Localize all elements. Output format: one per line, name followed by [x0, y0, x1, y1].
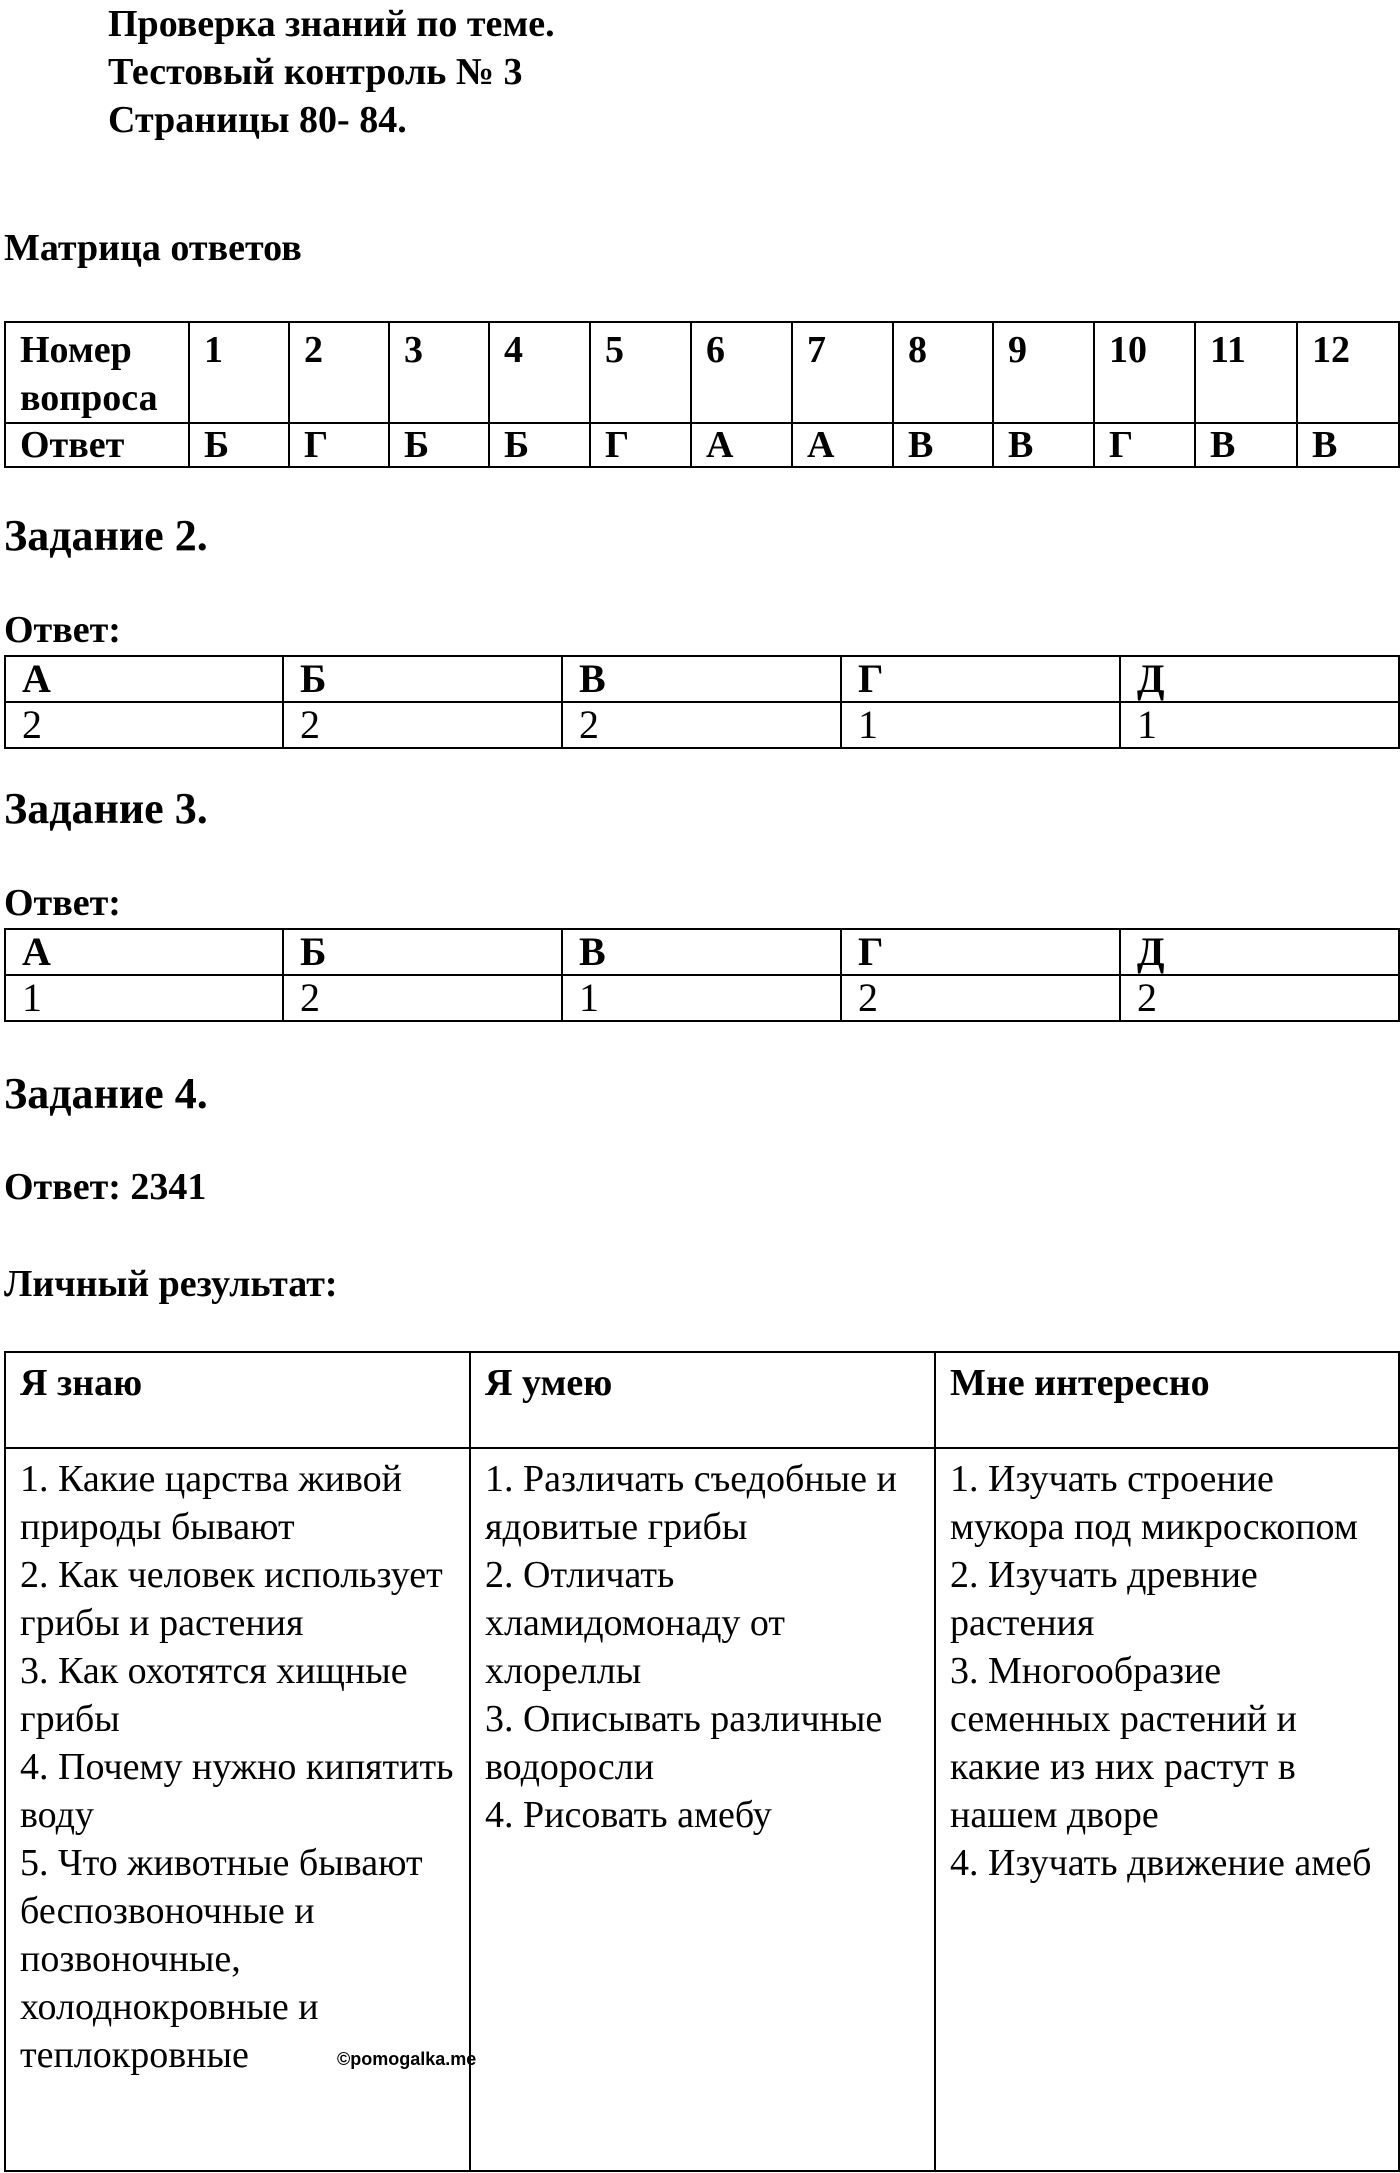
- task2-header-cell: Д: [1120, 656, 1399, 702]
- col-interest-cell: [935, 1448, 1399, 2171]
- matrix-cell: Г: [1094, 423, 1195, 467]
- task3-value-cell: 2: [841, 975, 1120, 1021]
- matrix-cell: 7: [792, 322, 893, 423]
- task2-value-cell: 2: [562, 702, 841, 748]
- list-item: 2. Отличать хламидомонаду от хлореллы: [485, 1554, 786, 1692]
- list-item: 4. Почему нужно кипятить воду: [20, 1746, 454, 1836]
- matrix-cell: 8: [893, 322, 993, 423]
- matrix-cell: Б: [489, 423, 590, 467]
- watermark: ©pomogalka.me: [337, 2049, 477, 2069]
- task2-value-cell: 2: [5, 702, 283, 748]
- task3-header-cell: Г: [841, 929, 1120, 975]
- matrix-cell: В: [1195, 423, 1297, 467]
- matrix-cell: А: [792, 423, 893, 467]
- task2-title: Задание 2.: [4, 511, 208, 560]
- task2-header-row: [5, 656, 1399, 702]
- task3-value-row: [5, 975, 1399, 1021]
- task3-value-cell: 1: [562, 975, 841, 1021]
- header-line-1: Проверка знаний по теме.: [108, 3, 555, 45]
- matrix-cell: 5: [590, 322, 691, 423]
- matrix-cell: 12: [1297, 322, 1399, 423]
- header-line-2: Тестовый контроль № 3: [108, 51, 523, 93]
- matrix-cell: А: [691, 423, 792, 467]
- task2-value-row: [5, 702, 1399, 748]
- matrix-cell: В: [1297, 423, 1399, 467]
- list-item: 1. Различать съедобные и ядовитые грибы: [485, 1458, 897, 1548]
- matrix-row-numbers: [5, 322, 1399, 423]
- list-item: 3. Как охотятся хищные грибы: [20, 1650, 408, 1740]
- list-item: 5. Что животные бывают беспозвоночные и позвоночные, холоднокровные и теплокровные: [20, 1842, 423, 2076]
- task2-header-cell: Г: [841, 656, 1120, 702]
- task2-value-cell: 1: [1120, 702, 1399, 748]
- col-know-header: Я знаю: [5, 1352, 470, 1448]
- task3-header-cell: А: [5, 929, 283, 975]
- matrix-cell: В: [993, 423, 1094, 467]
- task3-title: Задание 3.: [4, 784, 208, 833]
- task2-header-cell: А: [5, 656, 283, 702]
- personal-header-row: [5, 1352, 1399, 1448]
- matrix-cell: В: [893, 423, 993, 467]
- task4-answer: Ответ: 2341: [4, 1166, 207, 1208]
- task3-answer-label: Ответ:: [4, 882, 121, 924]
- personal-result-table: [4, 1351, 1400, 2172]
- matrix-cell: 3: [389, 322, 489, 423]
- task3-value-cell: 2: [283, 975, 562, 1021]
- matrix-cell: Г: [590, 423, 691, 467]
- personal-body-row: [5, 1448, 1399, 2171]
- matrix-cell: 9: [993, 322, 1094, 423]
- task4-title: Задание 4.: [4, 1069, 208, 1118]
- list-item: 2. Изучать древние растения: [950, 1554, 1258, 1644]
- task3-value-cell: 1: [5, 975, 283, 1021]
- task2-value-cell: 2: [283, 702, 562, 748]
- document-header: [108, 0, 555, 144]
- matrix-row-label: Ответ: [5, 423, 189, 467]
- task2-table: [4, 655, 1400, 749]
- matrix-title: Матрица ответов: [4, 227, 302, 269]
- answer-matrix-table: [4, 321, 1400, 468]
- matrix-cell: Б: [189, 423, 289, 467]
- task2-header-cell: В: [562, 656, 841, 702]
- task3-header-cell: В: [562, 929, 841, 975]
- matrix-cell: Б: [389, 423, 489, 467]
- matrix-cell: 4: [489, 322, 590, 423]
- task3-header-cell: Б: [283, 929, 562, 975]
- list-item: 1. Какие царства живой природы бывают: [20, 1458, 402, 1548]
- task3-header-row: [5, 929, 1399, 975]
- list-item: 1. Изучать строение мукора под микроскопом: [950, 1458, 1358, 1548]
- task3-table: [4, 928, 1400, 1022]
- col-interest-header: Мне интересно: [935, 1352, 1399, 1448]
- task2-answer-label: Ответ:: [4, 609, 121, 651]
- task2-header-cell: Б: [283, 656, 562, 702]
- matrix-cell: 10: [1094, 322, 1195, 423]
- matrix-row-answers: [5, 423, 1399, 467]
- header-line-3: Страницы 80- 84.: [108, 99, 407, 141]
- list-item: 4. Рисовать амебу: [485, 1794, 772, 1836]
- matrix-cell: Г: [289, 423, 389, 467]
- col-can-cell: [470, 1448, 935, 2171]
- col-can-header: Я умею: [470, 1352, 935, 1448]
- matrix-cell: 2: [289, 322, 389, 423]
- matrix-cell: 1: [189, 322, 289, 423]
- matrix-cell: 11: [1195, 322, 1297, 423]
- list-item: 3. Описывать различные водоросли: [485, 1698, 883, 1788]
- matrix-cell: 6: [691, 322, 792, 423]
- personal-title: Личный результат:: [4, 1263, 338, 1305]
- matrix-row-label: Номер вопроса: [5, 322, 189, 423]
- task2-value-cell: 1: [841, 702, 1120, 748]
- list-item: 2. Как человек использует грибы и растения: [20, 1554, 443, 1644]
- list-item: 3. Многообразие семенных растений и какие из них растут в нашем дворе: [950, 1650, 1297, 1836]
- list-item: 4. Изучать движение амеб: [950, 1842, 1372, 1884]
- task3-header-cell: Д: [1120, 929, 1399, 975]
- task3-value-cell: 2: [1120, 975, 1399, 1021]
